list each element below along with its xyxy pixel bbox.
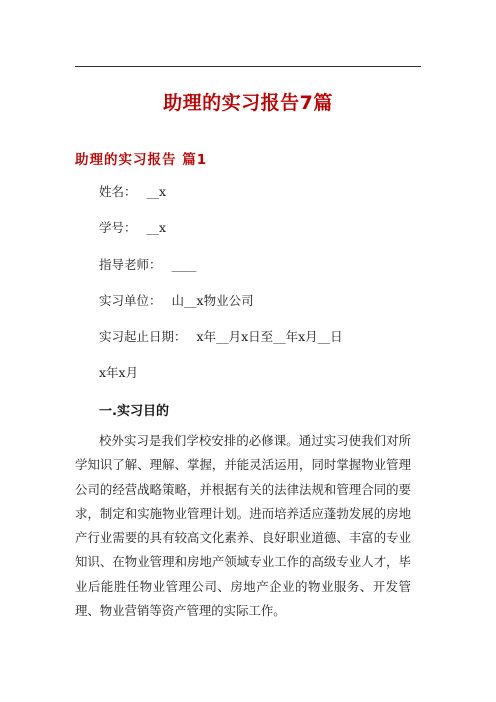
field-name-label: 姓名： — [99, 184, 137, 199]
subsection-heading: 一.实习目的 — [99, 404, 169, 419]
field-advisor-label: 指导老师： — [99, 257, 162, 272]
field-student-id — [99, 218, 166, 236]
field-student-id-value: __x — [146, 220, 167, 235]
body-paragraph: 校外实习是我们学校安排的必修课。通过实习使我们对所学知识了解、理解、掌握，并能灵活运用，同时掌握物业管理公司的经营战略策略，并根据有关的法律法规和管理合同的要求，制定和实施物业管理计划。进而培养适应蓬勃发展的房地产行业需要的具有较高文化素养、良好职业道德、丰富的专业知识、在物业管理和房地产领域专业工作的高级专业人才，毕业后能胜任物业管理公司、房地产企业的物业服务、开发管理、物业营销等资产管理的实际工作。 — [75, 433, 411, 619]
field-internship-unit-value: 山__x物业公司 — [171, 293, 254, 308]
field-student-id-label: 学号： — [99, 220, 137, 235]
field-internship-unit — [99, 291, 254, 309]
section-heading: 助理的实习报告 篇1 — [75, 152, 208, 168]
field-name — [99, 182, 166, 200]
date-line: x年x月 — [99, 365, 139, 380]
field-internship-dates-value: x年__月x日至__年x月__日 — [196, 329, 343, 344]
header-rule — [75, 66, 421, 67]
field-advisor — [99, 255, 197, 273]
document-title: 助理的实习报告7篇 — [163, 92, 333, 114]
field-name-value: __x — [146, 184, 167, 199]
field-internship-dates — [99, 327, 343, 345]
field-internship-dates-label: 实习起止日期： — [99, 329, 187, 344]
field-advisor-value: ____ — [171, 257, 197, 272]
field-internship-unit-label: 实习单位： — [99, 293, 162, 308]
